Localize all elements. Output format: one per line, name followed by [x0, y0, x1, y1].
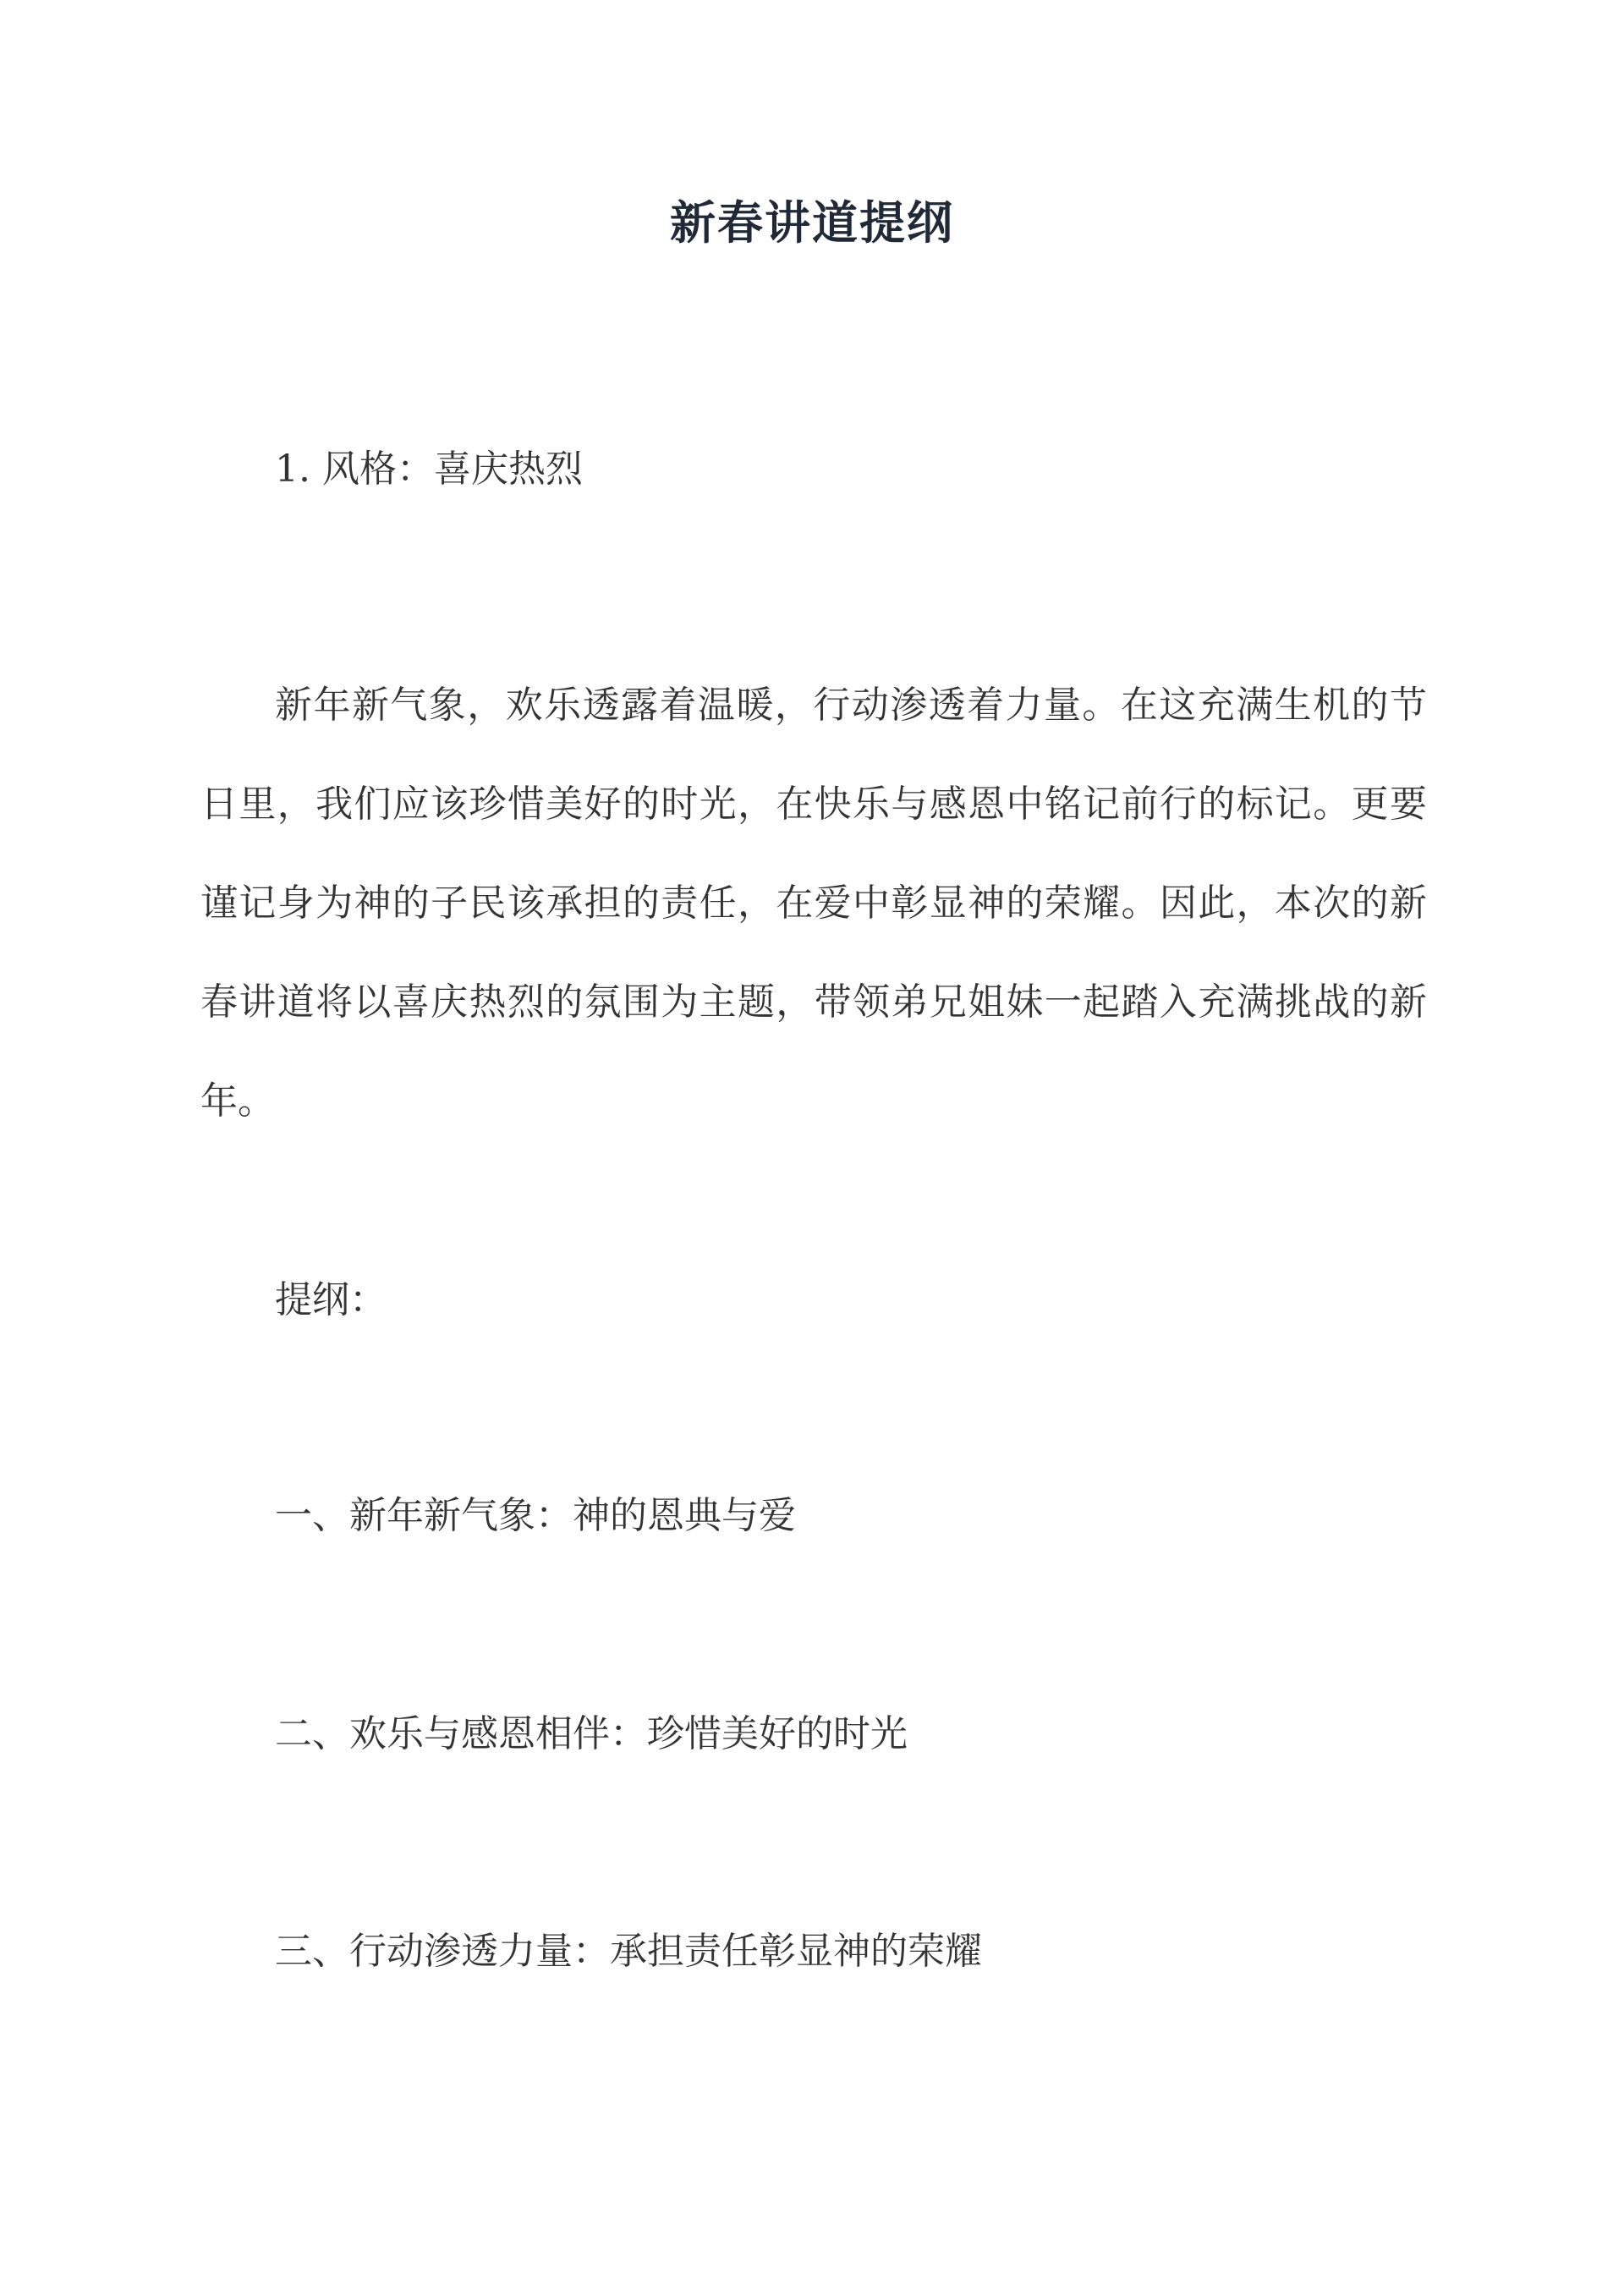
- outline-label: 提纲：: [275, 1278, 387, 1321]
- outline-item-3: 三、行动渗透力量：承担责任彰显神的荣耀: [275, 1930, 982, 1973]
- document-title: 新春讲道提纲: [670, 195, 954, 250]
- intro-paragraph: 新年新气象，欢乐透露着温暖，行动渗透着力量。在这充满生机的节日里，我们应该珍惜美好的时光，在快乐与感恩中铭记前行的标记。更要谨记身为神的子民该承担的责任，在爱中彰显神的荣耀。因此，本次的新春讲道将以喜庆热烈的氛围为主题，带领弟兄姐妹一起踏入充满挑战的新年。: [200, 684, 1427, 1123]
- outline-item-2: 二、欢乐与感恩相伴：珍惜美好的时光: [275, 1712, 908, 1755]
- style-heading: 1. 风格：喜庆热烈: [275, 448, 583, 491]
- outline-item-1: 一、新年新气象：神的恩典与爱: [275, 1494, 796, 1537]
